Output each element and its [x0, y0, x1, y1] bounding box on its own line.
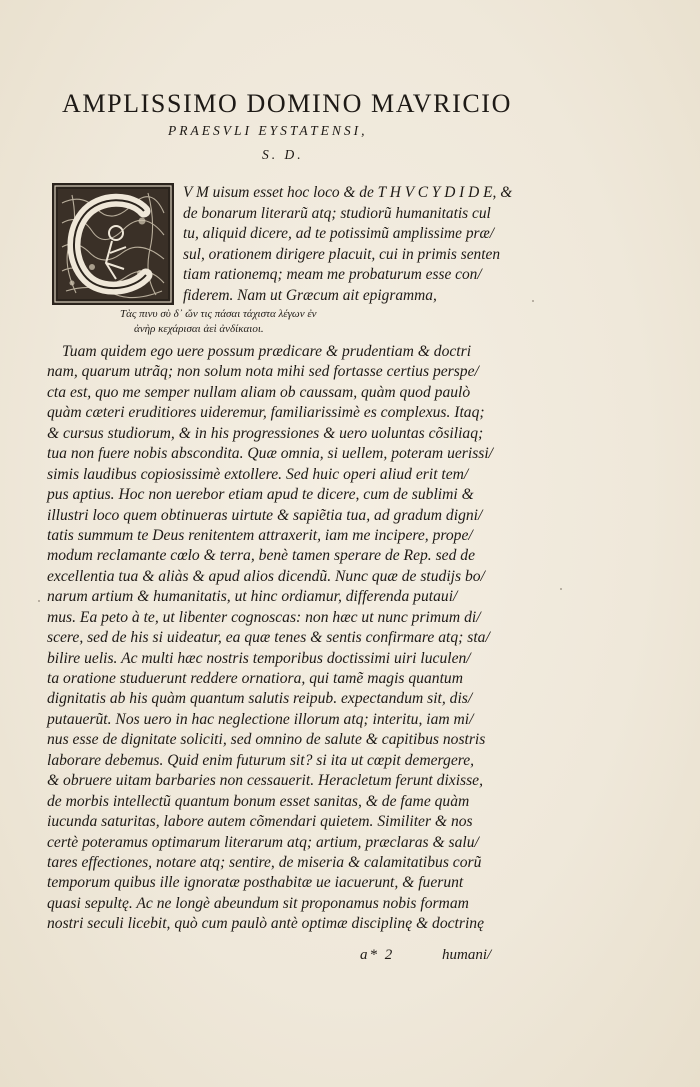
text-line: tatis summum te Deus renitentem attraxerit, iam me incipere, prope/: [47, 526, 473, 544]
paper-speck: [532, 300, 534, 302]
text-line: de bonarum literarũ atq; studiorũ humanitatis cul: [183, 204, 491, 222]
text-line: scere, sed de his si uideatur, ea quæ tenes & sentis confirmare atq; sta/: [47, 629, 490, 647]
paper-speck: [560, 588, 562, 590]
text-line: V M uisum esset hoc loco & de T H V C Y D I D E, &: [183, 184, 513, 201]
text-line: bilire uelis. Ac multi hæc nostris temporibus doctissimi uiri luculen/: [47, 649, 471, 667]
text-line: mus. Ea peto à te, ut libenter cognoscas: non hæc ut nunc primum di/: [47, 608, 481, 626]
text-line: dignitatis ab his quàm quantum salutis reipub. expectandum sit, dis/: [47, 690, 473, 708]
dedication-title: AMPLISSIMO DOMINO MAVRICIO: [62, 89, 512, 118]
text-line: tiam rationemq; meam me probaturum esse con/: [183, 266, 482, 283]
text-line: quàm cæteri eruditiores uideremur, familiarissimè es complexus. Itaq;: [47, 404, 485, 422]
paper-speck: [38, 600, 40, 602]
decorated-initial-icon: [52, 183, 174, 305]
text-line: quasi sepultę. Ac ne longè abeundum sit proponamus nobis formam: [47, 894, 469, 912]
text-line: nus esse de dignitate soliciti, sed omnino de salute & capitibus nostris: [47, 731, 486, 749]
dedication-subtitle: PRAESVLI EYSTATENSI,: [168, 123, 368, 138]
text-line: ta oratione studuerunt reddere ornatiora, qui tamẽ magis quantum: [47, 670, 463, 687]
text-line: Tuam quidem ego uere possum prædicare & prudentiam & doctri: [62, 343, 472, 360]
catchword: humani/: [442, 947, 492, 963]
main-paragraph: [47, 342, 527, 935]
text-line: nam, quarum utrãq; non solum nota mihi sed fortasse certius perspe/: [47, 363, 479, 381]
text-line: temporum quibus ille ignoratæ posthabitæ ue iacuerunt, & fuerunt: [47, 874, 464, 892]
greek-line: Τὰς πινυ σὺ δ᾽ ὤν τις πάσαι τάχιστα λέγων ἐν: [120, 308, 317, 320]
text-line: narum artium & humanitatis, ut hinc ordiamur, differenda putaui/: [47, 588, 458, 606]
text-line: de morbis intellectũ quantum bonum esset sanitas, & de fame quàm: [47, 792, 470, 810]
text-line: laborare debemus. Quid enim futurum sit? si ita ut cœpit demergere,: [47, 751, 475, 769]
text-line: pus aptius. Hoc non uerebor etiam apud te dicere, cum de sublimi &: [47, 486, 474, 504]
salutation: S. D.: [262, 147, 304, 162]
text-line: & cursus studiorum, & in his progressiones & uero uoluntas cõsiliaq;: [47, 424, 484, 442]
text-line: fiderem. Nam ut Græcum ait epigramma,: [183, 286, 437, 304]
text-line: iucunda saturitas, labore autem cõmendari quietem. Similiter & nos: [47, 813, 473, 831]
text-line: & obruere uitam barbaries non cessauerit. Heracletum ferunt dixisse,: [47, 772, 483, 790]
text-line: tua non fuere nobis abscondita. Quæ omnia, si uellem, poteram uerissi/: [47, 445, 493, 463]
page-footer: [360, 944, 530, 966]
greek-line: ἀνὴρ κεχάρισαι ἀεὶ ἀνδίκαιοι.: [134, 323, 264, 335]
signature-mark: a* 2: [360, 947, 395, 963]
text-line: sul, orationem dirigere placuit, cui in primis senten: [183, 245, 501, 263]
text-line: tares effectiones, notare atq; sentire, de miseria & calamitatibus corũ: [47, 853, 482, 871]
text-line: putauerũt. Nos uero in hac neglectione illorum atq; interitu, iam mi/: [47, 710, 474, 728]
text-line: cta est, quo me semper nullam aliam ob caussam, quàm quod paulò: [47, 383, 471, 401]
text-line: certè poteramus optimarum literarum atq; artium, præclaras & salu/: [47, 833, 479, 851]
text-line: nostri seculi licebit, quò cum paulò antè optimæ disciplinę & doctrinę: [47, 915, 485, 933]
text-line: modum reclamante cœlo & terra, benè tamen sperare de Rep. sed de: [47, 547, 476, 565]
text-line: illustri loco quem obtinueras uirtute & sapiẽtia tua, ad gradum digni/: [47, 506, 483, 524]
text-line: simis laudibus copiosissimè extollere. Sed huic operi aliud erit tem/: [47, 465, 469, 483]
opening-paragraph: [183, 183, 523, 306]
greek-epigram: [120, 307, 420, 337]
text-line: tu, aliquid dicere, ad te potissimũ amplissime præ/: [183, 225, 495, 242]
text-line: excellentia tua & aliàs & apud alios dicendũ. Nunc quæ de studijs bo/: [47, 567, 485, 585]
